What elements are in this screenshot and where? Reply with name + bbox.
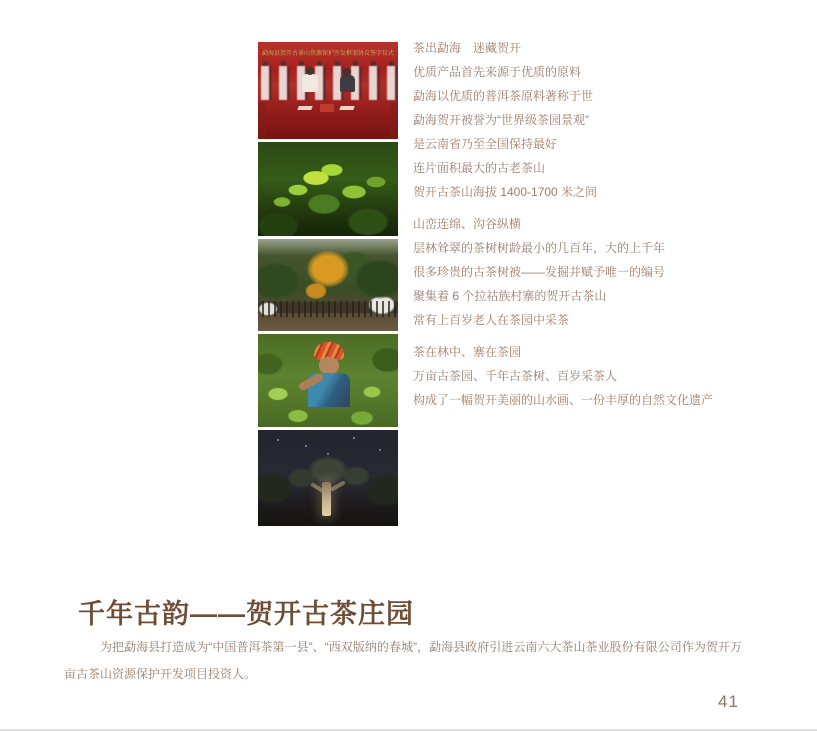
caption-line: 连片面积最大的古老茶山 — [413, 161, 546, 175]
photo-tea-leaves — [258, 142, 398, 236]
night-tree-branch-right — [330, 480, 346, 491]
photo-tea-picker — [258, 334, 398, 427]
ceremony-document-left — [297, 106, 312, 110]
section-heading: 千年古韵——贺开古茶庄园 — [78, 599, 414, 629]
picker-face — [319, 357, 339, 374]
caption-line: 万亩古茶园、千年古茶树、百岁采茶人 — [413, 369, 618, 383]
caption-line: 茶在林中、寨在茶园 — [413, 345, 522, 359]
caption-line: 很多珍贵的古茶树被——发掘并赋予唯一的编号 — [413, 265, 666, 279]
caption-line: 贺开古茶山海拔 1400-1700 米之间 — [413, 185, 598, 199]
caption-line: 勐海贺开被誉为“世界级茶园景观” — [413, 113, 589, 127]
caption-block-3 — [413, 340, 793, 412]
caption-block-2 — [413, 212, 793, 332]
ceremony-banner-text: 勐海县贺开古茶山资源保护开发框架协议签字仪式 — [261, 51, 394, 57]
photo-ancient-tree-night — [258, 430, 398, 526]
ceremony-document-right — [339, 106, 354, 110]
caption-line: 是云南省乃至全国保持最好 — [413, 137, 558, 151]
section-paragraph: 为把勐海县打造成为“中国普洱茶第一县”、“西双版纳的春城”，勐海县政府引进云南六大茶山茶业股份有限公司作为贺开万亩古茶山资源保护开发项目投资人。 — [64, 640, 742, 681]
caption-line: 构成了一幅贺开美丽的山水画、一份丰厚的自然文化遗产 — [413, 393, 714, 407]
caption-block-1 — [413, 36, 793, 204]
caption-line: 层林耸翠的茶树树龄最小的几百年，大的上千年 — [413, 241, 666, 255]
caption-line: 茶出勐海 迷藏贺开 — [413, 41, 522, 55]
ceremony-signer-right — [340, 75, 355, 92]
page-number: 41 — [718, 692, 739, 711]
caption-text-column — [413, 36, 793, 412]
caption-line: 常有上百岁老人在茶园中采茶 — [413, 313, 570, 327]
caption-line: 优质产品首先来源于优质的原料 — [413, 65, 582, 79]
caption-line: 聚集着 6 个拉祜族村寨的贺开古茶山 — [413, 289, 607, 303]
caption-line: 山峦连绵、沟谷纵横 — [413, 217, 522, 231]
night-tree-trunk — [322, 482, 331, 516]
caption-line: 勐海以优质的普洱茶原料著称于世 — [413, 89, 594, 103]
village-fence — [258, 301, 398, 317]
ceremony-signer-left — [302, 74, 318, 92]
ceremony-table-sign — [320, 104, 334, 112]
photo-column — [258, 42, 398, 526]
ceremony-people-row — [258, 66, 398, 100]
photo-signing-ceremony — [258, 42, 398, 139]
photo-golden-tree-village — [258, 239, 398, 331]
